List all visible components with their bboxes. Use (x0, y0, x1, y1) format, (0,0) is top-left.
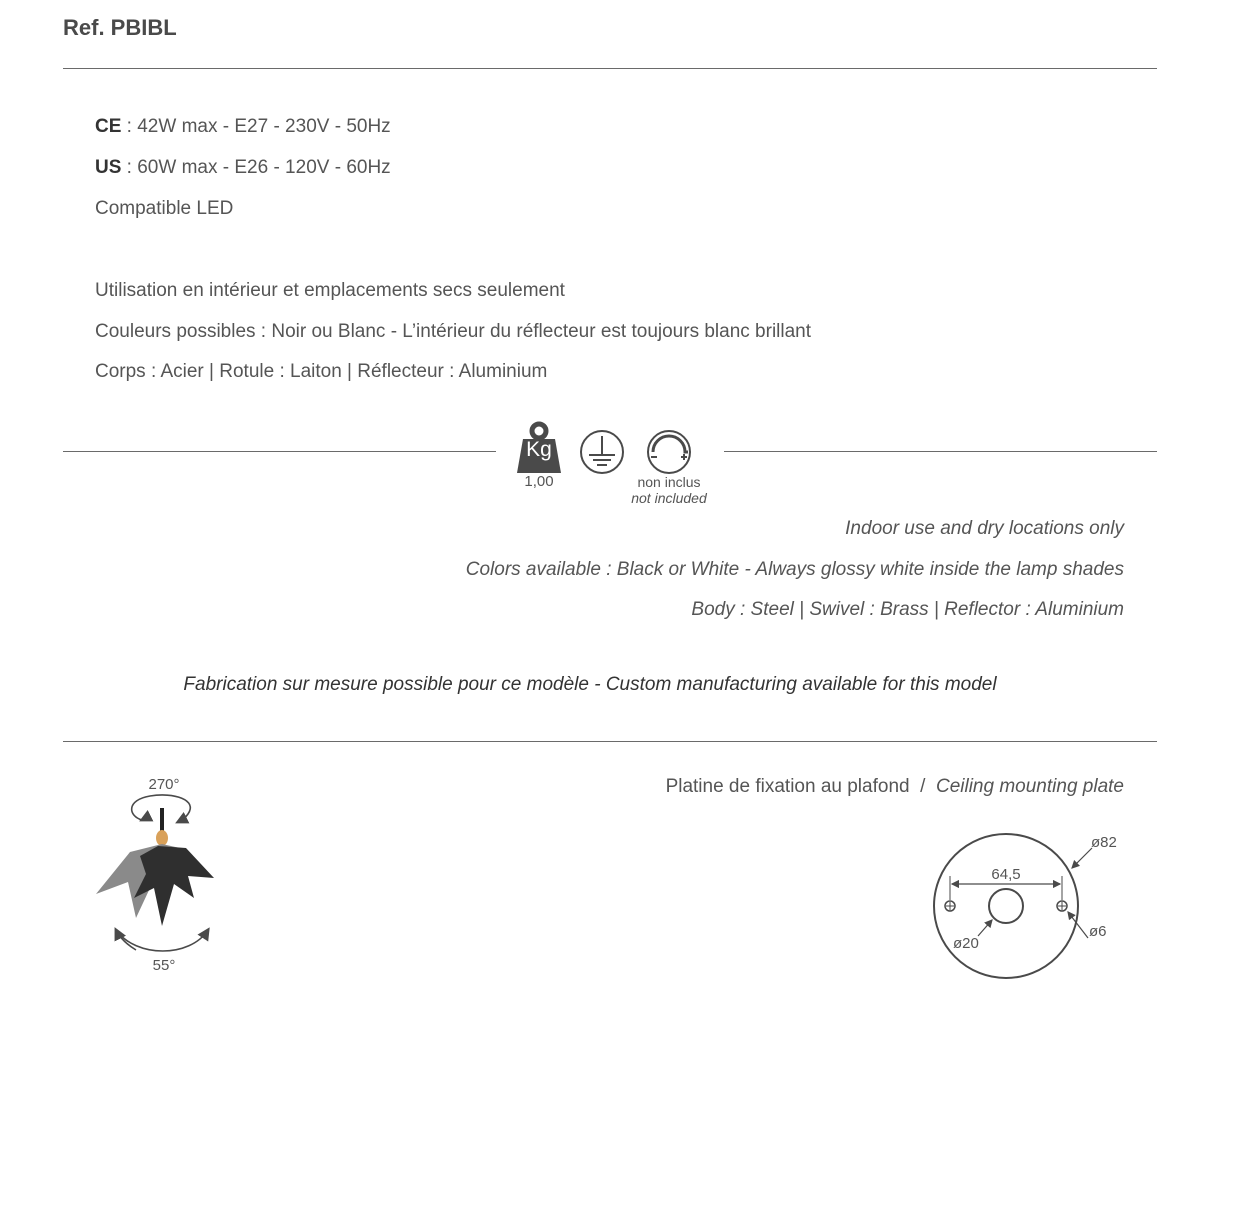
spec-ce-value: : 42W max - E27 - 230V - 50Hz (121, 116, 391, 137)
plate-title (666, 776, 1124, 798)
plate-dim-center: ø20 (953, 935, 979, 952)
spec-ce (95, 116, 391, 138)
plate-dim-spacing: 64,5 (991, 866, 1021, 883)
spec-led: Compatible LED (95, 198, 234, 219)
divider-bottom (63, 741, 1157, 742)
dimmer-icon (645, 428, 693, 476)
spec-us-value: : 60W max - E26 - 120V - 60Hz (121, 157, 391, 178)
bulb-not-included-fr: non inclus (637, 474, 701, 490)
spec-us (95, 157, 391, 179)
divider-top (63, 68, 1157, 69)
weight-symbol: Kg (526, 438, 552, 461)
plate-title-en: Ceiling mounting plate (935, 776, 1124, 797)
usage-fr: Utilisation en intérieur et emplacements secs seulement (95, 280, 565, 301)
spec-us-label: US (95, 157, 122, 178)
lamp-rotation-diagram (90, 790, 220, 960)
materials-fr: Corps : Acier | Rotule : Laiton | Réflecteur : Aluminium (95, 361, 548, 382)
page-title: Ref. PBIBL (63, 15, 177, 40)
weight-value: 1,00 (524, 473, 554, 490)
plate-title-fr: Platine de fixation au plafond (665, 776, 910, 797)
divider-icons-right (724, 451, 1157, 452)
colors-en: Colors available : Black or White - Always glossy white inside the lamp shades (465, 559, 1124, 580)
usage-en: Indoor use and dry locations only (845, 518, 1124, 539)
divider-icons-left (63, 451, 496, 452)
plate-title-separator: / (909, 776, 936, 797)
rotation-angle-top: 270° (148, 776, 180, 793)
plate-dim-outer: ø82 (1091, 834, 1117, 851)
custom-manufacturing-note: Fabrication sur mesure possible pour ce modèle - Custom manufacturing available for this model (183, 674, 997, 695)
ground-icon (578, 428, 626, 476)
materials-en: Body : Steel | Swivel : Brass | Reflector : Aluminium (691, 599, 1124, 620)
bulb-not-included-en: not included (631, 490, 707, 506)
spec-ce-label: CE (95, 116, 122, 137)
plate-dim-hole: ø6 (1089, 923, 1107, 940)
colors-fr: Couleurs possibles : Noir ou Blanc - L’intérieur du réflecteur est toujours blanc brillant (95, 321, 812, 342)
rotation-angle-bottom: 55° (152, 957, 176, 974)
